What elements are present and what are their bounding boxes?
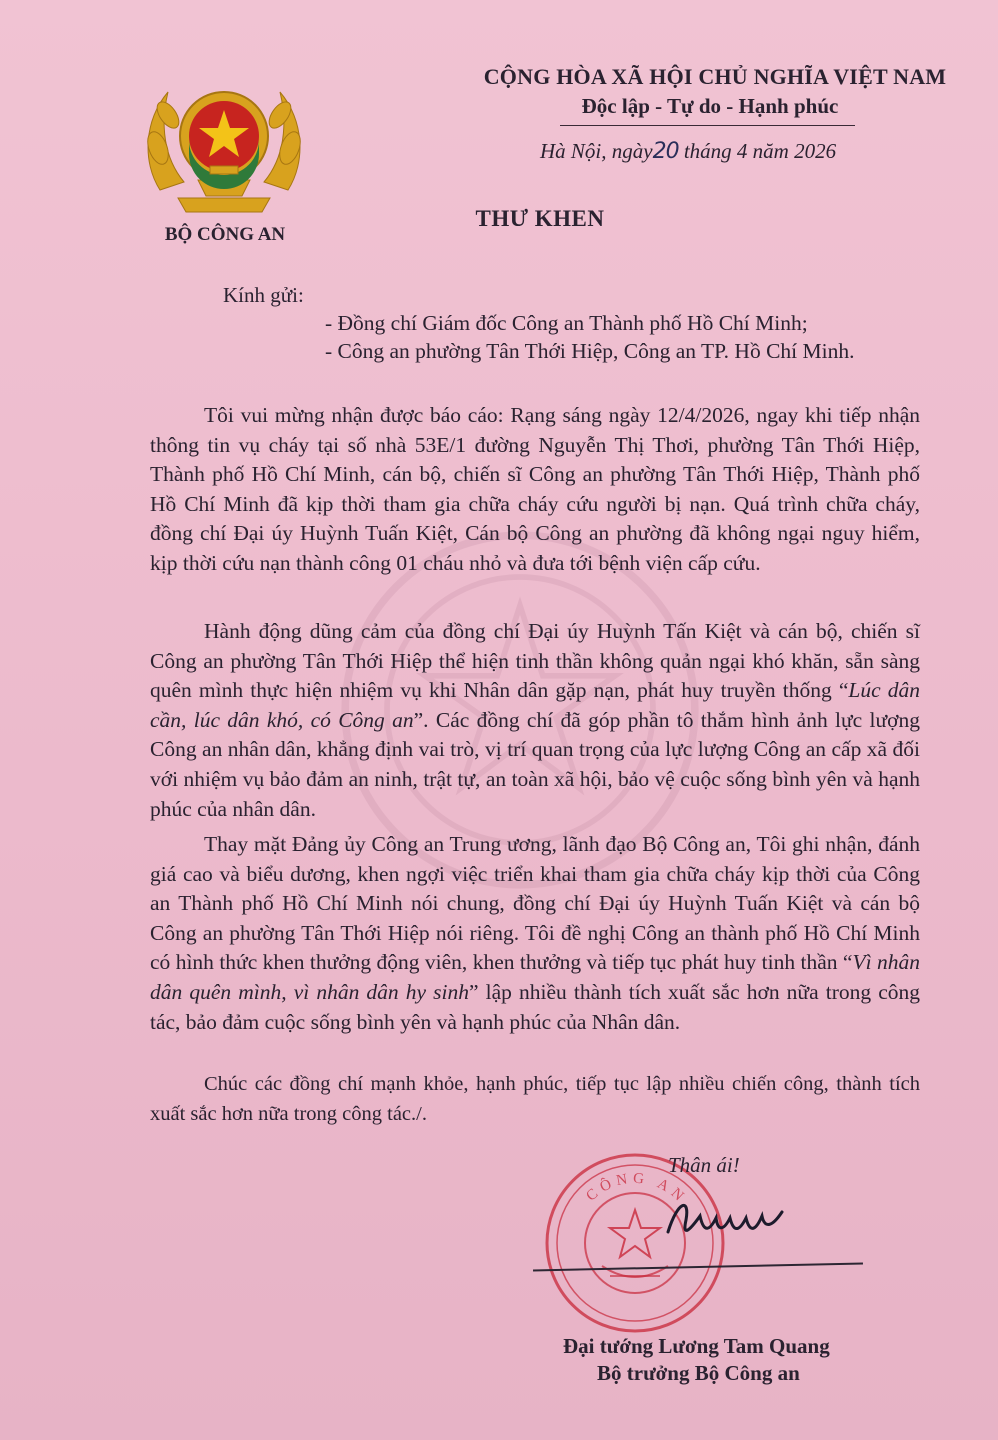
date-year-prefix: năm: [752, 139, 789, 163]
date-month-prefix: tháng: [683, 139, 732, 163]
document-title: THƯ KHEN: [475, 206, 605, 231]
paragraph-3-text-start: Thay mặt Đảng ủy Công an Trung ương, lãnh đạo Bộ Công an, Tôi ghi nhận, đánh giá cao và biểu dương, khen ngợi việc triển khai tham gia chữa cháy kịp thời của Công an Thành phố Hồ Chí Minh nói chung, đồng chí Đại úy Huỳnh Tuấn Kiệt và cán bộ Công an phường Tân Thới Hiệp nói riêng. Tôi đề nghị Công an thành phố Hồ Chí Minh có hình thức khen thưởng động viên, khen thưởng và tiếp tục phát huy tinh thần “: [150, 832, 920, 975]
paragraph-2-text-start: Hành động dũng cảm của đồng chí Đại úy Huỳnh Tấn Kiệt và cán bộ, chiến sĩ Công an phường Tân Thới Hiệp thể hiện tinh thần không quản ngại khó khăn, sẵn sàng quên mình thực hiện nhiệm vụ khi Nhân dân gặp nạn, phát huy truyền thống “: [150, 619, 920, 703]
body-paragraph-4: Chúc các đồng chí mạnh khỏe, hạnh phúc, tiếp tục lập nhiều chiến công, thành tích xuất sắc hơn nữa trong công tác./.: [150, 1073, 920, 1125]
closing-greeting: Thân ái!: [668, 1153, 740, 1177]
motto-underline: [560, 125, 855, 126]
body-paragraph-1: Tôi vui mừng nhận được báo cáo: Rạng sáng ngày 12/4/2026, ngay khi tiếp nhận thông tin vụ cháy tại số nhà 53E/1 đường Nguyễn Thị Thơi, phường Tân Thới Hiệp, Thành phố Hồ Chí Minh, cán bộ, chiến sĩ Công an phường Tân Thới Hiệp, Thành phố Hồ Chí Minh đã kịp thời tham gia chữa cháy cứu người bị nạn. Quá trình chữa cháy, đồng chí Đại úy Huỳnh Tuấn Kiệt, Cán bộ Công an phường đã không ngại nguy hiểm, kịp thời cứu nạn thành công 01 cháu nhỏ và đưa tới bệnh viện cấp cứu.: [150, 403, 920, 575]
dateline: [540, 139, 836, 164]
organization-name: BỘ CÔNG AN: [164, 224, 286, 245]
body-paragraph-2: [150, 617, 920, 824]
paragraph-3-quote: Vì nhân dân quên mình, vì nhân dân hy sinh: [150, 950, 920, 1004]
recipient-2: - Công an phường Tân Thới Hiệp, Công an TP. Hồ Chí Minh.: [325, 339, 855, 363]
national-motto: Độc lập - Tự do - Hạnh phúc: [581, 94, 839, 118]
date-year: 2026: [794, 139, 837, 163]
nation-heading: CỘNG HÒA XÃ HỘI CHỦ NGHĨA VIỆT NAM: [483, 64, 947, 89]
svg-text:CÔNG AN: CÔNG AN: [583, 1170, 691, 1208]
paragraph-2-quote: Lúc dân cần, lúc dân khó, có Công an: [150, 678, 921, 732]
salutation: Kính gửi:: [223, 283, 304, 307]
handwritten-signature: [660, 1190, 800, 1250]
police-emblem-logo: [138, 70, 310, 222]
body-paragraph-3: [150, 830, 920, 1037]
paragraph-3-text-end: ” lập nhiều thành tích xuất sắc hơn nữa trong công tác, bảo đảm cuộc sống bình yên và hạnh phúc của Nhân dân.: [150, 979, 920, 1034]
paragraph-2-text-end: ”. Các đồng chí đã góp phần tô thắm hình ảnh lực lượng Công an nhân dân, khẳng định vai trò, vị trí quan trọng của lực lượng Công an cấp xã đối với nhiệm vụ bảo đảm an ninh, trật tự, an toàn xã hội, bảo vệ cuộc sống bình yên và hạnh phúc của nhân dân.: [150, 707, 920, 821]
signer-title: Bộ trưởng Bộ Công an: [597, 1361, 800, 1385]
signer-name: Đại tướng Lương Tam Quang: [563, 1334, 830, 1358]
recipient-1: - Đồng chí Giám đốc Công an Thành phố Hồ Chí Minh;: [325, 311, 808, 335]
date-place-prefix: Hà Nội, ngày: [540, 139, 653, 163]
date-month: 4: [736, 139, 748, 163]
date-day-handwritten: 20: [652, 139, 679, 164]
